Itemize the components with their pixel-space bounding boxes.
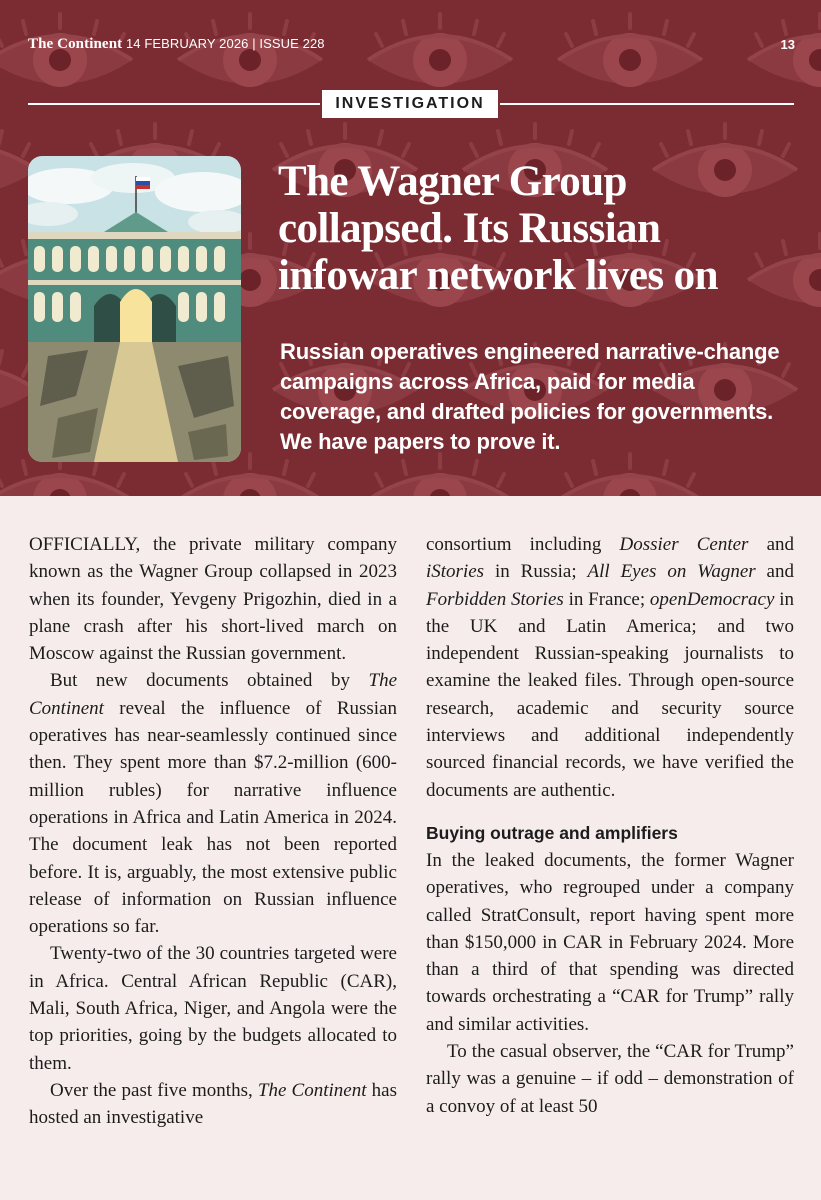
paragraph — [29, 531, 397, 667]
paragraph — [29, 1077, 397, 1132]
paragraph-text: in Russia; — [484, 561, 588, 583]
article-headline: The Wagner Group collapsed. Its Russian infowar network lives on — [278, 158, 718, 299]
outlet-name: openDemocracy — [649, 588, 775, 610]
paragraph-text: But new documents obtained by — [50, 670, 369, 692]
section-rule-left — [28, 103, 320, 105]
paragraph-text: has hosted an investigative — [29, 1079, 398, 1129]
lead-in: OFFICIALLY — [29, 534, 136, 555]
paragraph — [29, 667, 397, 940]
article-column-1 — [29, 531, 397, 1132]
paragraph-text: and — [748, 534, 795, 555]
publication-reference: The Continent — [257, 1079, 367, 1101]
article-standfirst: Russian operatives engineered narrative-change campaigns across Africa, paid for media coverage, and drafted policies for governments. We have papers to prove it. — [280, 339, 780, 454]
paragraph-text: Over the past five months, — [50, 1079, 258, 1101]
issue-date: 14 FEBRUARY 2026 — [125, 36, 249, 51]
paragraph-text: reveal the influence of Russian operatives has near-seamlessly continued since then. They spent more than $7.2-million (600-million rubles) for narrative influence operations in Africa and Latin America in 2024. The document leak has not been reported before. It is, arguably, the most extensive public release of information on Russian influence operations so far. — [29, 697, 397, 938]
paragraph-text: and — [755, 561, 794, 583]
section-subheading: Buying outrage and amplifiers — [426, 822, 678, 843]
outlet-name: iStories — [426, 561, 485, 583]
masthead-separator: | — [252, 36, 256, 51]
paragraph: Twenty-two of the 30 countries targeted were in Africa. Central African Republic (CAR), Mali, South Africa, Niger, and Angola were the top priorities, going by the budgets allocated to them. — [29, 943, 397, 1074]
publication-reference: The Continent — [29, 670, 397, 719]
masthead — [28, 36, 325, 53]
paragraph-text: consortium including — [426, 534, 620, 555]
palace-illustration — [28, 156, 241, 462]
paragraph-text: , the private military company known as the Wagner Group collapsed in 2023 when its founder, Yevgeny Prigozhin, died in a plane crash after his short-lived march on Moscow against the Russian government. — [29, 534, 397, 665]
article-column-2 — [426, 531, 794, 1120]
section-label: INVESTIGATION — [322, 90, 498, 118]
paragraph-text: in the UK and Latin America; and two independent Russian-speaking journalists to examine the leaked files. Through open-source research, academic and security source interviews and additional independently sourced financial records, we have verified the documents are authentic. — [426, 588, 794, 801]
outlet-name: Dossier Center — [619, 534, 749, 555]
publication-name: The Continent — [28, 36, 123, 52]
issue-number: ISSUE 228 — [259, 36, 325, 51]
paragraph: To the casual observer, the “CAR for Trump” rally was a genuine – if odd – demonstration of a convoy of at least 50 — [426, 1041, 794, 1117]
paragraph-text: in France; — [563, 588, 650, 610]
outlet-name: All Eyes on Wagner — [587, 561, 756, 583]
article-header — [0, 0, 821, 496]
paragraph: In the leaked documents, the former Wagner operatives, who regrouped under a company called StratConsult, report having spent more than $150,000 in CAR in February 2024. More than a third of that spending was directed towards orchestrating a “CAR for Trump” rally and similar activities. — [426, 849, 794, 1035]
page-number: 13 — [780, 37, 795, 52]
outlet-name: Forbidden Stories — [426, 588, 564, 610]
paragraph — [426, 531, 794, 804]
section-rule-right — [500, 103, 794, 105]
